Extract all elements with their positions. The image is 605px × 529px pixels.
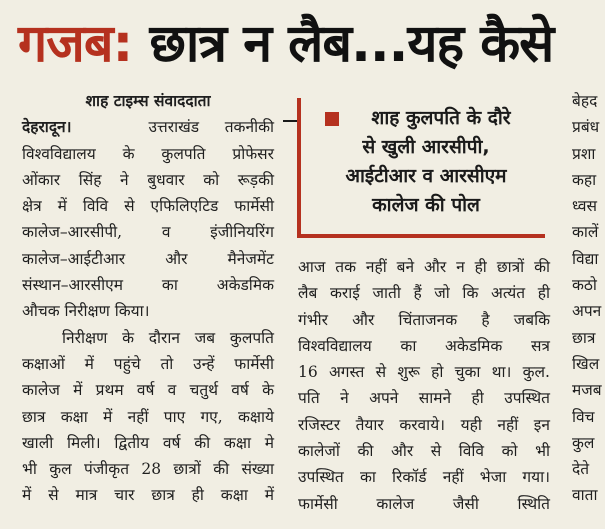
body-line: पति ने अपने सामने ही उपस्थित <box>298 389 550 408</box>
body-line: छात्र <box>572 328 596 347</box>
body-line: छात्र कक्षा में नहीं पाए गए, कक्षाये <box>22 407 274 426</box>
body-line: विद्या <box>572 249 599 268</box>
body-line: अपन <box>572 302 602 321</box>
body-line <box>22 114 274 140</box>
body-line: ओंकार सिंह ने बुधवार को रूड़की <box>22 170 274 189</box>
body-line: ध्वस <box>572 197 597 216</box>
body-line: कालें <box>572 223 599 242</box>
body-line: कालेज–आरसीपी, व इंजीनियरिंग <box>22 223 274 242</box>
body-line: कालेजों की और से विवि को भी <box>298 442 550 461</box>
headline-red-part: गजब: <box>18 14 133 74</box>
body-line: गंभीर और चिंताजनक है जबकि <box>298 310 550 329</box>
body-line: विश्वविद्यालय के कुलपति प्रोफेसर <box>22 144 274 163</box>
article-column-3-cropped <box>572 88 605 509</box>
body-line: में से मात्र चार छात्र ही कक्षा में <box>22 486 274 505</box>
body-line: कालेज में प्रथम वर्ष व चतुर्थ वर्ष के <box>22 381 274 400</box>
body-line: कालेज–आईटीआर और मैनेजमेंट <box>22 249 274 268</box>
body-line: संस्थान–आरसीएम का अकेडमिक <box>22 276 274 295</box>
body-line: निरीक्षण के दौरान जब कुलपति <box>62 328 274 347</box>
byline: शाह टाइम्स संवाददाता <box>85 91 211 110</box>
body-line: देते <box>572 460 590 479</box>
body-line: औचक निरीक्षण किया। <box>22 302 150 321</box>
body-line: बेहद <box>572 92 598 110</box>
body-line: कठो <box>572 276 597 295</box>
pullquote-box <box>297 98 545 238</box>
headline <box>0 4 605 84</box>
body-line: रजिस्टर तैयार करवाये। यही नहीं इन <box>298 415 550 434</box>
body-line: फार्मेसी कालेज जैसी स्थिति <box>298 494 550 513</box>
body-line: लैब कराई जाती हैं जो कि अत्यंत ही <box>298 284 550 303</box>
body-line: प्रशा <box>572 144 596 163</box>
body-line: विच <box>572 407 595 426</box>
pullquote-line: से खुली आरसीपी, <box>362 136 490 158</box>
body-line: आज तक नहीं बने और न ही छात्रों की <box>298 258 550 276</box>
body-line: वाता <box>572 486 598 505</box>
body-text: उत्तराखंड तकनीकी <box>148 118 275 137</box>
pullquote-pointer <box>283 120 297 122</box>
body-line: कहा <box>572 170 597 189</box>
body-line: कक्षाओं में पहुंचे तो उन्हें फार्मेसी <box>22 354 274 373</box>
body-line: 16 अगस्त से शुरू हो चुका था। कुल. <box>298 363 550 382</box>
body-line: कुल <box>572 433 595 452</box>
article-column-2 <box>298 254 550 517</box>
body-line: क्षेत्र में विवि से एफिलिएटिड फार्मेसी <box>22 197 274 216</box>
body-line: खाली मिली। द्वितीय वर्ष की कक्षा मे <box>22 433 274 452</box>
pullquote-line: शाह कुलपति के दौरे <box>371 107 511 129</box>
body-line: विश्वविद्यालय का अकेडमिक सत्र <box>298 336 550 355</box>
pullquote-line: कालेज की पोल <box>372 194 480 216</box>
body-line: मजब <box>572 381 602 400</box>
body-line: खिल <box>572 354 600 373</box>
body-line: भी कुल पंजीकृत 28 छात्रों की संख्या <box>22 460 274 479</box>
article-column-1 <box>22 88 274 509</box>
body-line: उपस्थित का रिकॉर्ड नहीं भेजा गया। <box>298 468 550 487</box>
pullquote-text <box>311 104 541 220</box>
body-line: प्रबंध <box>572 118 600 137</box>
dateline: देहरादून। <box>22 117 72 137</box>
pullquote-line: आईटीआर व आरसीएम <box>345 165 507 187</box>
headline-black-part: छात्र न लैब...यह कैसे <box>149 14 554 74</box>
